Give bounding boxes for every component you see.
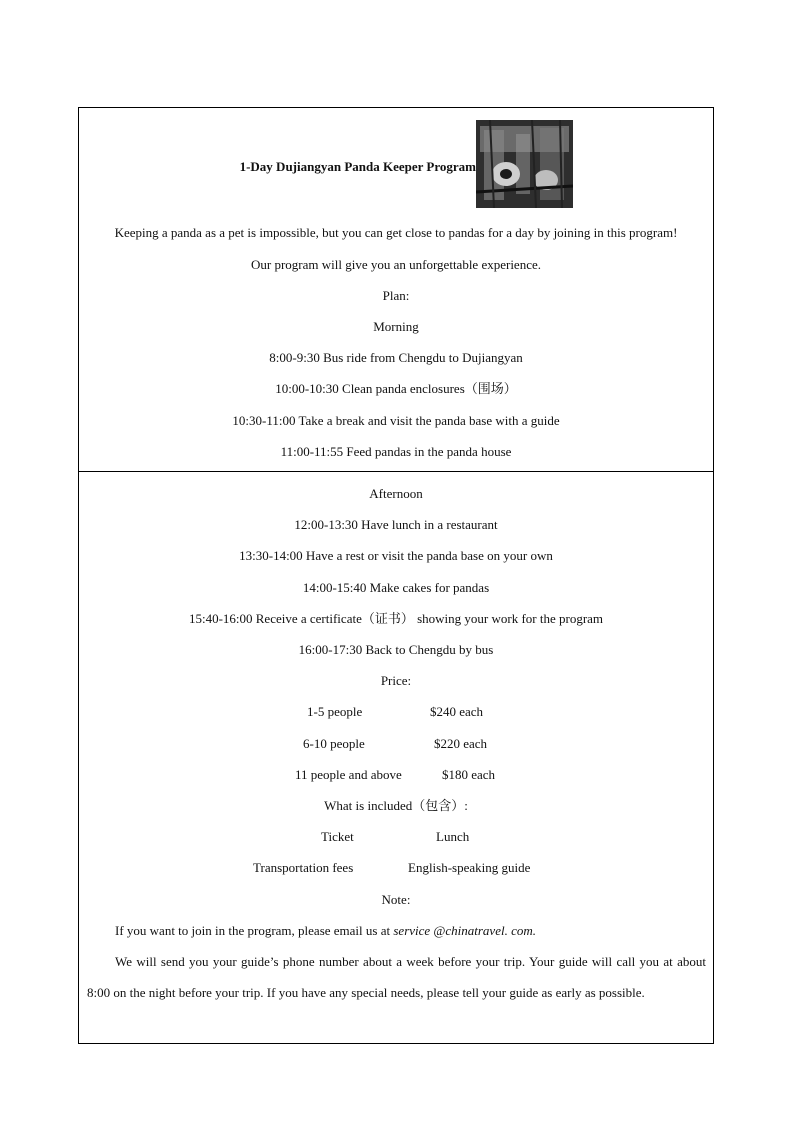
note-label: Note: xyxy=(381,892,411,907)
schedule-item: 13:30-14:00 Have a rest or visit the panda base on your own xyxy=(239,548,553,563)
included-item: Transportation fees xyxy=(253,860,354,875)
price-group: 1-5 people xyxy=(307,704,363,719)
panda-photo xyxy=(476,120,573,208)
contact-email[interactable]: service @chinatravel. com. xyxy=(393,923,536,938)
price-label: Price: xyxy=(380,673,412,688)
schedule-item: 11:00-11:55 Feed pandas in the panda house xyxy=(280,444,512,459)
panda-photo-image xyxy=(476,120,573,208)
program-title: 1-Day Dujiangyan Panda Keeper Program xyxy=(239,159,476,174)
price-group: 11 people and above xyxy=(295,767,402,782)
included-label: What is included（包含）: xyxy=(324,798,468,813)
price-cost: $180 each xyxy=(442,767,496,782)
section-divider xyxy=(79,471,713,472)
price-cost: $240 each xyxy=(430,704,484,719)
price-cost: $220 each xyxy=(434,736,488,751)
schedule-item: 10:30-11:00 Take a break and visit the panda base with a guide xyxy=(232,413,560,428)
intro-line-1: Keeping a panda as a pet is impossible, but you can get close to pandas for a day by joining in this program! xyxy=(114,225,678,240)
schedule-item: 8:00-9:30 Bus ride from Chengdu to Dujiangyan xyxy=(269,350,523,365)
schedule-item: 10:00-10:30 Clean panda enclosures（围场） xyxy=(275,381,517,396)
morning-label: Morning xyxy=(373,319,419,334)
afternoon-label: Afternoon xyxy=(369,486,423,501)
schedule-item: 12:00-13:30 Have lunch in a restaurant xyxy=(294,517,498,532)
plan-label: Plan: xyxy=(382,288,410,303)
schedule-item: 16:00-17:30 Back to Chengdu by bus xyxy=(298,642,494,657)
note-paragraph-2: We will send you your guide’s phone number about a week before your trip. Your guide will call you at about 8:00 on the night before your trip. If you have any special needs, please tell your guide as early as possible. xyxy=(87,954,706,1000)
price-group: 6-10 people xyxy=(303,736,365,751)
included-item: Lunch xyxy=(436,829,470,844)
program-card xyxy=(78,107,714,1044)
schedule-item: 14:00-15:40 Make cakes for pandas xyxy=(302,580,490,595)
note-paragraph-1 xyxy=(87,915,706,946)
schedule-item: 15:40-16:00 Receive a certificate（证书） showing your work for the program xyxy=(188,611,604,626)
included-item: English-speaking guide xyxy=(408,860,531,875)
intro-line-2: Our program will give you an unforgettable experience. xyxy=(251,257,541,272)
note-text: If you want to join in the program, please email us at xyxy=(115,923,394,938)
included-item: Ticket xyxy=(321,829,354,844)
